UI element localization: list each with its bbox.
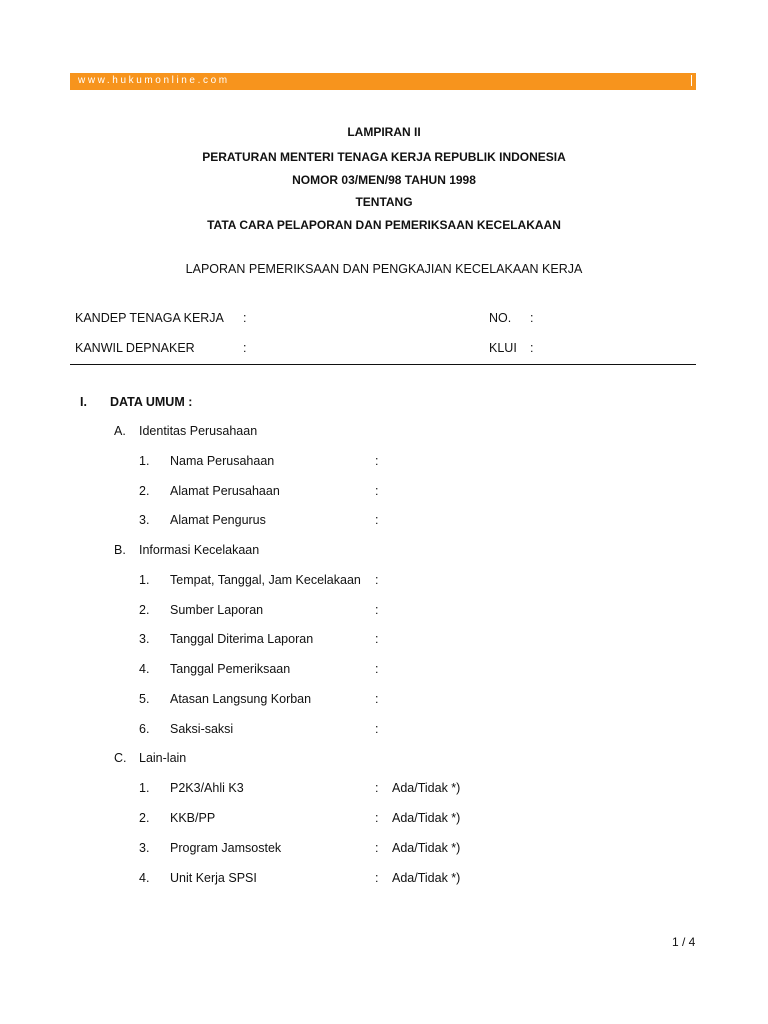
klui-colon: :	[530, 341, 534, 355]
list-item-colon: :	[375, 662, 379, 676]
kanwil-colon: :	[243, 341, 247, 355]
list-item-label: Alamat Pengurus	[170, 513, 266, 527]
klui-label: KLUI	[489, 341, 517, 355]
list-item-num: 4.	[139, 662, 150, 676]
list-item-num: 3.	[139, 513, 150, 527]
sub-a-letter: A.	[114, 424, 126, 438]
sub-c-letter: C.	[114, 751, 127, 765]
header-line-4: TENTANG	[355, 195, 413, 209]
list-item-num: 1.	[139, 781, 150, 795]
list-item-label: Unit Kerja SPSI	[170, 871, 257, 885]
banner-url[interactable]: www.hukumonline.com	[78, 75, 230, 86]
list-item-label: KKB/PP	[170, 811, 216, 825]
list-item-colon: :	[375, 811, 379, 825]
list-item-value: Ada/Tidak *)	[392, 841, 461, 855]
list-item-num: 2.	[139, 811, 150, 825]
list-item-colon: :	[375, 871, 379, 885]
sub-c-label: Lain-lain	[139, 751, 187, 765]
list-item-colon: :	[375, 454, 379, 468]
kanwil-label: KANWIL DEPNAKER	[75, 341, 195, 355]
header-line-1: LAMPIRAN II	[347, 125, 421, 139]
list-item-label: Nama Perusahaan	[170, 454, 275, 468]
list-item-value: Ada/Tidak *)	[392, 781, 461, 795]
no-label: NO.	[489, 311, 512, 325]
list-item-num: 1.	[139, 573, 150, 587]
list-item-colon: :	[375, 573, 379, 587]
kandep-label: KANDEP TENAGA KERJA	[75, 311, 224, 325]
sub-b-letter: B.	[114, 543, 126, 557]
list-item-num: 1.	[139, 454, 150, 468]
list-item-colon: :	[375, 603, 379, 617]
list-item-colon: :	[375, 781, 379, 795]
header-line-3: NOMOR 03/MEN/98 TAHUN 1998	[292, 173, 476, 187]
sub-a-label: Identitas Perusahaan	[139, 424, 258, 438]
banner-divider	[691, 75, 692, 86]
list-item-label: Tempat, Tanggal, Jam Kecelakaan	[170, 573, 361, 587]
list-item-label: Tanggal Diterima Laporan	[170, 632, 314, 646]
list-item-label: Saksi-saksi	[170, 722, 234, 736]
list-item-colon: :	[375, 692, 379, 706]
list-item-colon: :	[375, 484, 379, 498]
list-item-label: Tanggal Pemeriksaan	[170, 662, 291, 676]
list-item-num: 2.	[139, 484, 150, 498]
list-item-label: Program Jamsostek	[170, 841, 282, 855]
header-divider	[70, 364, 696, 365]
sub-b-label: Informasi Kecelakaan	[139, 543, 260, 557]
list-item-num: 2.	[139, 603, 150, 617]
header-line-5: TATA CARA PELAPORAN DAN PEMERIKSAAN KECELAKAAN	[207, 218, 561, 232]
header-line-2: PERATURAN MENTERI TENAGA KERJA REPUBLIK INDONESIA	[202, 150, 566, 164]
list-item-colon: :	[375, 632, 379, 646]
section-numeral: I.	[80, 395, 87, 409]
section-title: DATA UMUM :	[110, 395, 193, 409]
site-banner	[70, 73, 696, 90]
list-item-value: Ada/Tidak *)	[392, 871, 461, 885]
list-item-num: 3.	[139, 841, 150, 855]
page-number: 1 / 4	[672, 935, 696, 949]
list-item-num: 6.	[139, 722, 150, 736]
list-item-value: Ada/Tidak *)	[392, 811, 461, 825]
report-subtitle: LAPORAN PEMERIKSAAN DAN PENGKAJIAN KECELAKAAN KERJA	[185, 262, 583, 276]
list-item-num: 3.	[139, 632, 150, 646]
list-item-num: 4.	[139, 871, 150, 885]
list-item-colon: :	[375, 841, 379, 855]
list-item-num: 5.	[139, 692, 150, 706]
kandep-colon: :	[243, 311, 247, 325]
list-item-colon: :	[375, 722, 379, 736]
list-item-label: P2K3/Ahli K3	[170, 781, 244, 795]
list-item-label: Alamat Perusahaan	[170, 484, 280, 498]
list-item-label: Sumber Laporan	[170, 603, 264, 617]
no-colon: :	[530, 311, 534, 325]
list-item-colon: :	[375, 513, 379, 527]
list-item-label: Atasan Langsung Korban	[170, 692, 312, 706]
